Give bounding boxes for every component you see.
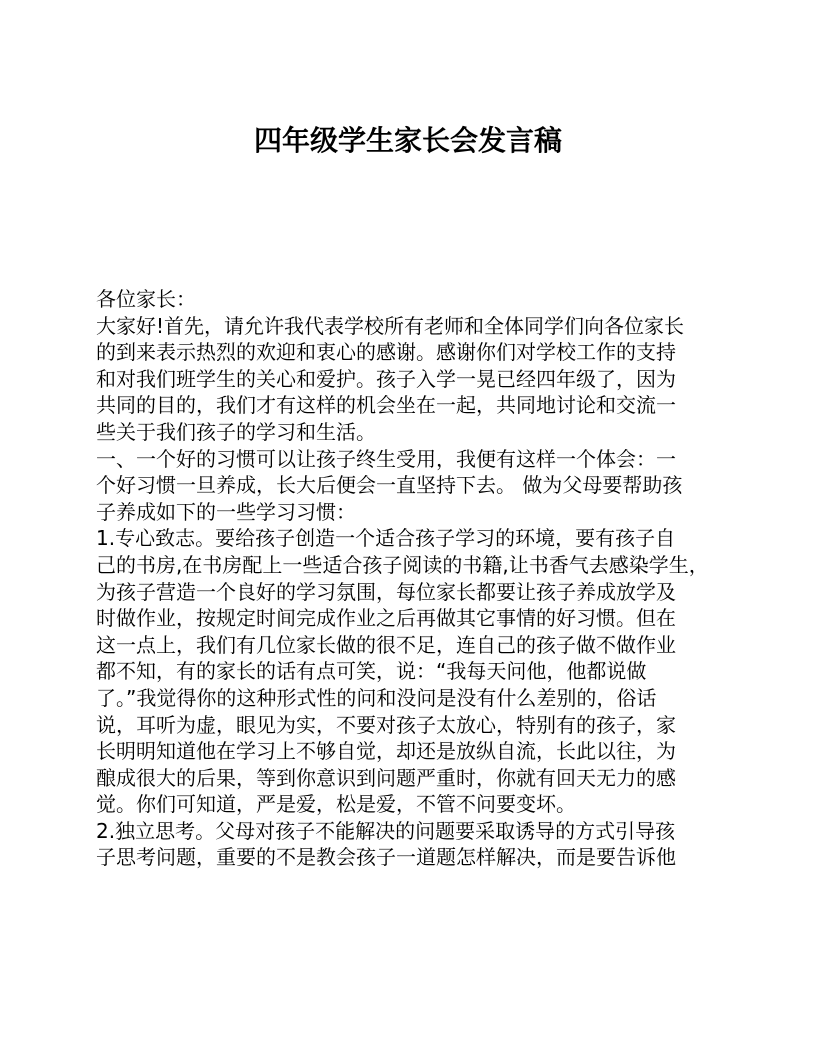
paragraph-line: 说，耳听为虚，眼见为实，不要对孩子太放心，特别有的孩子，家 [96,712,676,737]
paragraph-line: 和对我们班学生的关心和爱护。孩子入学一晃已经四年级了，因为 [96,366,676,391]
paragraph-line: 觉。你们可知道，严是爱，松是爱，不管不问要变坏。 [96,792,576,817]
paragraph-line: 一、一个好的习惯可以让孩子终生受用，我便有这样一个体会：一 [96,446,676,471]
paragraph-line: 了。”我觉得你的这种形式性的问和没问是没有什么差别的，俗话 [96,685,657,710]
paragraph-line: 大家好!首先，请允许我代表学校所有老师和全体同学们向各位家长 [96,313,685,338]
paragraph-line: 长明明知道他在学习上不够自觉，却还是放纵自流，长此以往，为 [96,739,676,764]
document-body [96,286,726,871]
paragraph-line: 1.专心致志。要给孩子创造一个适合孩子学习的环境，要有孩子自 [96,526,676,551]
paragraph-line: 这一点上，我们有几位家长做的很不足，连自己的孩子做不做作业 [96,632,676,657]
paragraph-line: 共同的目的，我们才有这样的机会坐在一起，共同地讨论和交流一 [96,393,676,418]
paragraph-line: 个好习惯一旦养成，长大后便会一直坚持下去。 做为父母要帮助孩 [96,473,683,498]
paragraph-line: 子养成如下的一些学习习惯： [96,499,356,524]
paragraph-line: 己的书房,在书房配上一些适合孩子阅读的书籍,让书香气去感染学生， [96,552,709,577]
paragraph-line: 各位家长： [96,287,196,311]
paragraph-line: 时做作业，按规定时间完成作业之后再做其它事情的好习惯。但在 [96,606,676,631]
paragraph-line: 些关于我们孩子的学习和生活。 [96,419,376,444]
paragraph-line: 都不知，有的家长的话有点可笑，说：“我每天问他，他都说做 [96,659,647,684]
paragraph-line: 2.独立思考。父母对孩子不能解决的问题要采取诱导的方式引导孩 [96,818,676,843]
paragraph-line: 子思考问题，重要的不是教会孩子一道题怎样解决，而是要告诉他 [96,845,676,870]
paragraph-line: 的到来表示热烈的欢迎和衷心的感谢。感谢你们对学校工作的支持 [96,340,676,365]
paragraph-line: 酿成很大的后果，等到你意识到问题严重时，你就有回天无力的感 [96,765,676,790]
paragraph-line: 为孩子营造一个良好的学习氛围，每位家长都要让孩子养成放学及 [96,579,676,604]
document-title: 四年级学生家长会发言稿 [253,124,562,157]
